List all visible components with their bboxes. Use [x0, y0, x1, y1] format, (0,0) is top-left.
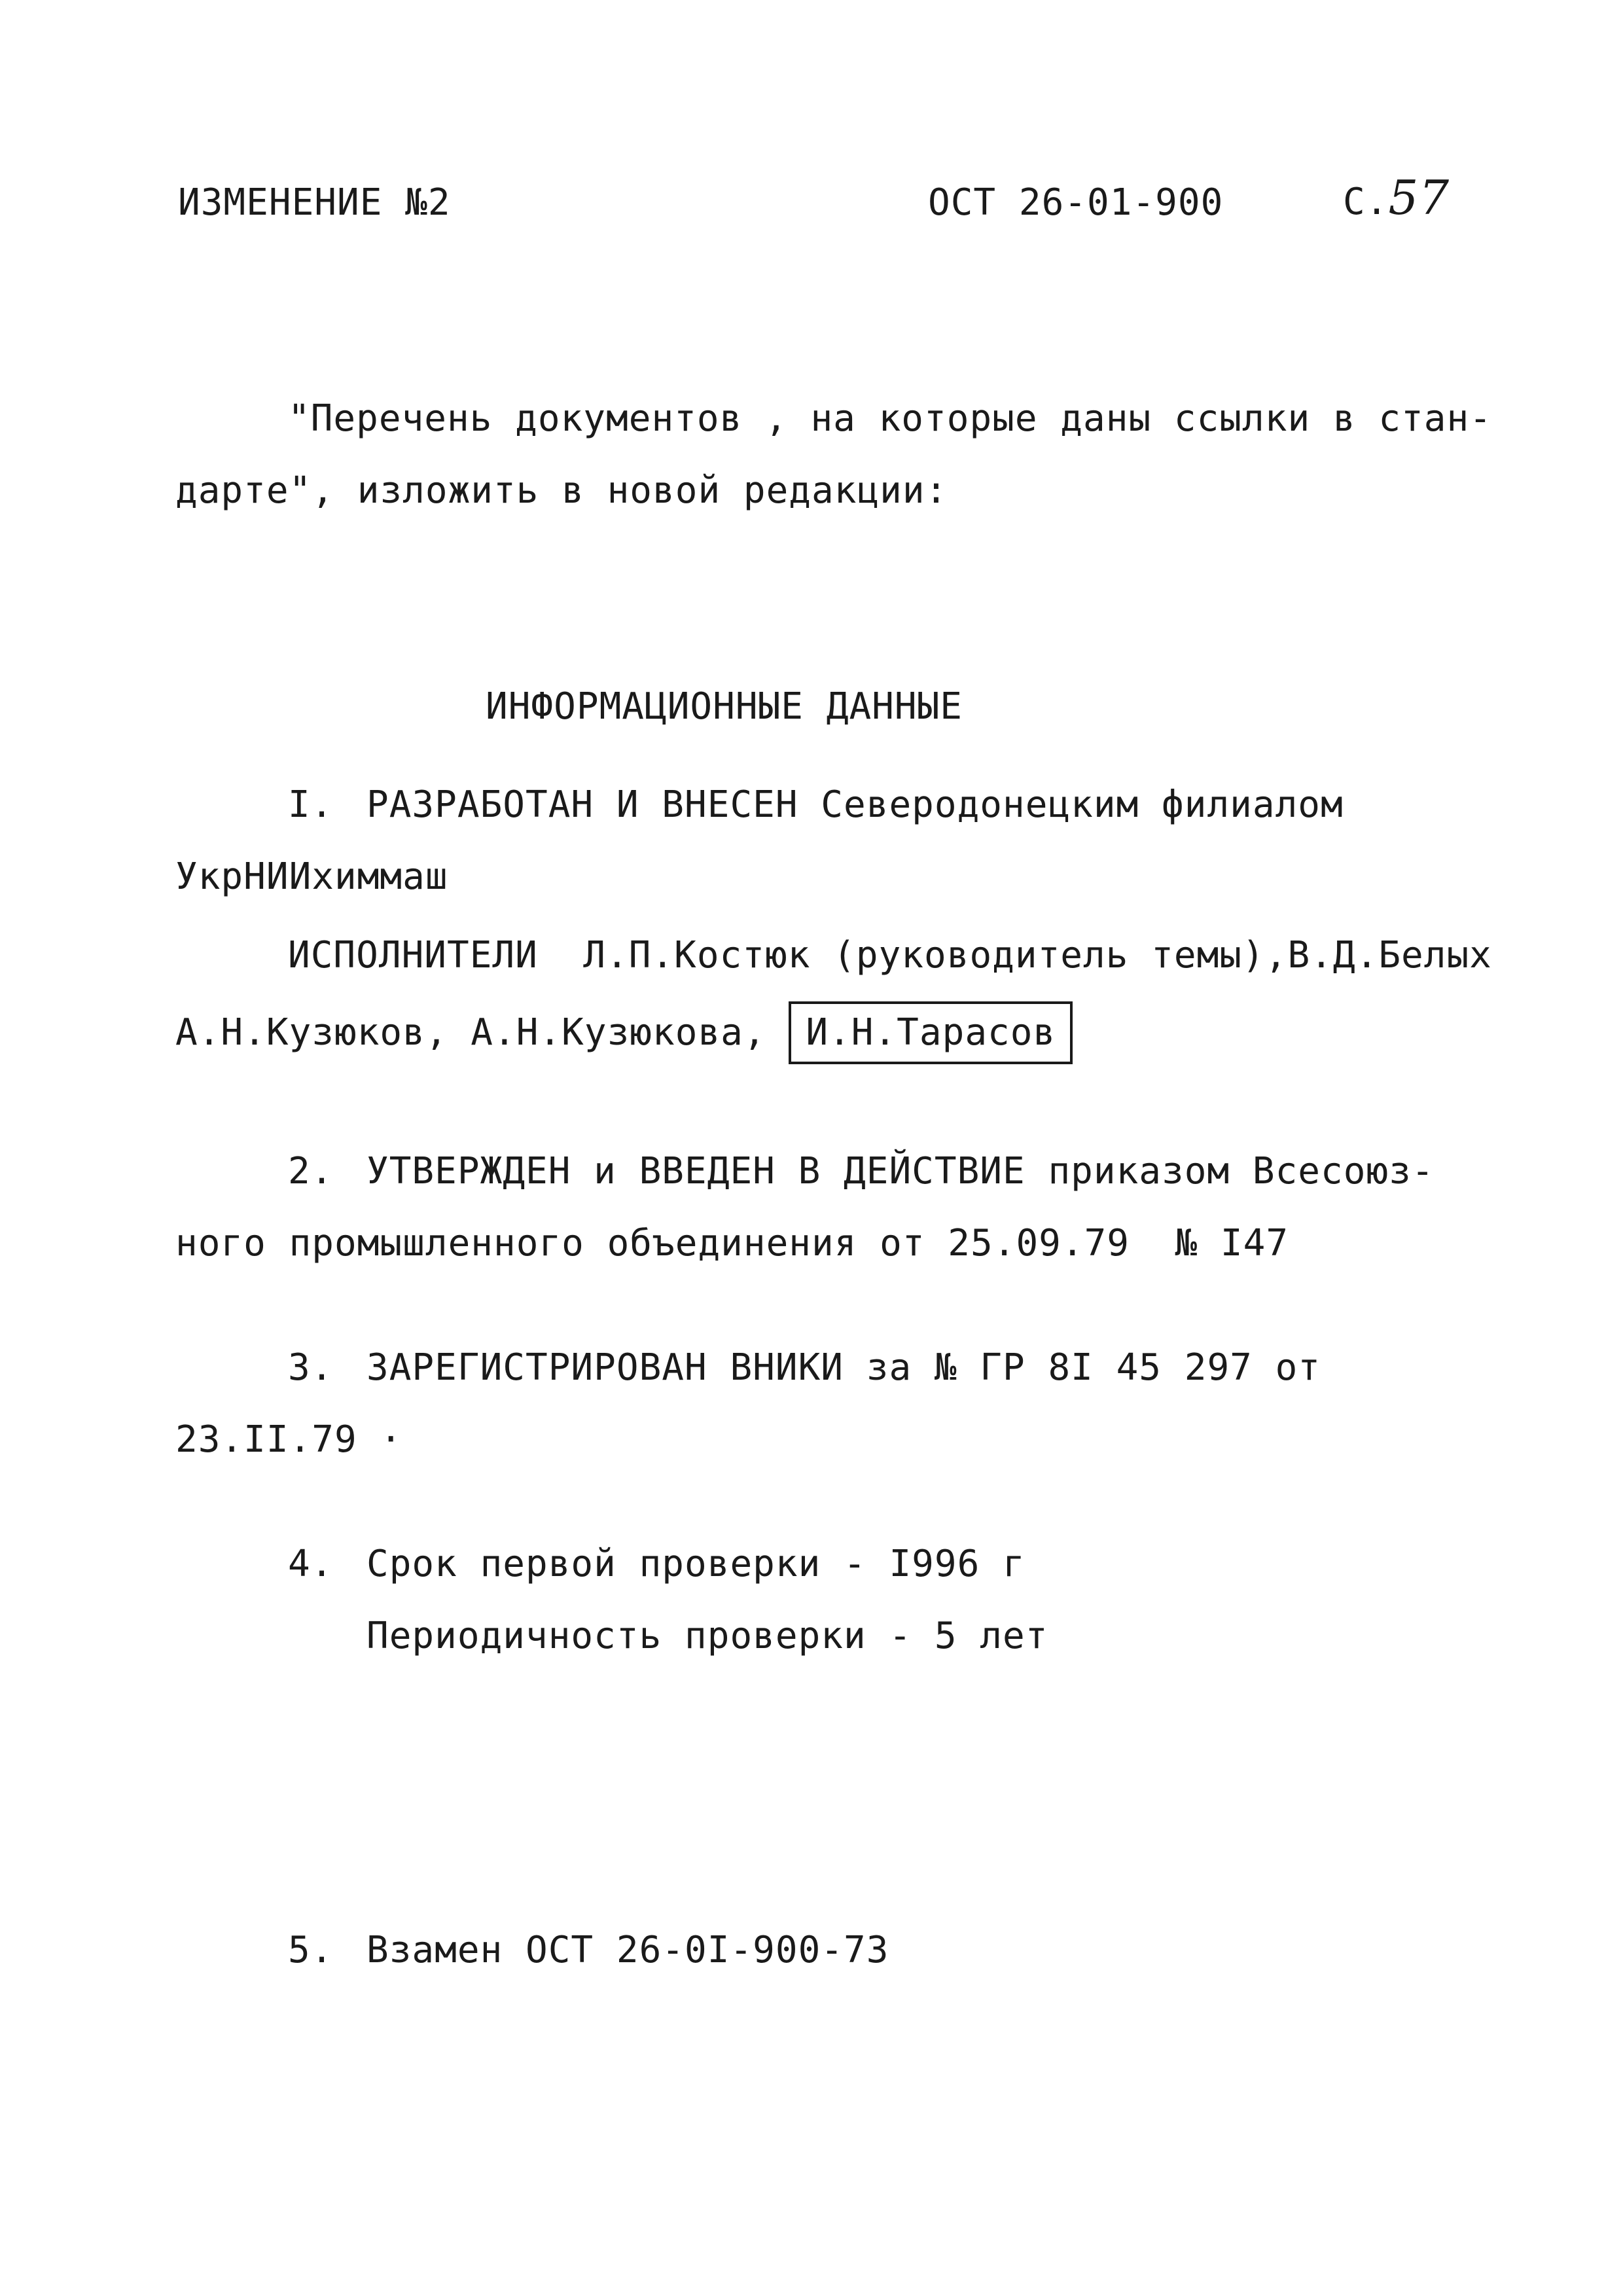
intro-line-2: дарте", изложить в новой редакции:	[175, 469, 948, 512]
item-5-text: Взамен ОСТ 26-0I-900-73	[366, 1929, 889, 1971]
item-5-line-1	[288, 1924, 889, 1977]
page-prefix: С.	[1343, 181, 1389, 223]
page-number	[1343, 171, 1450, 228]
item-5-number: 5.	[288, 1929, 334, 1971]
item-3-line-2: 23.II.79 ·	[175, 1418, 403, 1461]
executors-line-2	[175, 1001, 1073, 1064]
item-1-line-2: УкрНИИхиммаш	[175, 855, 448, 898]
item-4-number: 4.	[288, 1543, 334, 1585]
item-1-line-1	[288, 779, 1344, 831]
item-4-line-2: Периодичность проверки - 5 лет	[366, 1615, 1048, 1657]
item-2-number: 2.	[288, 1150, 334, 1193]
item-2-line-2: ного промышленного объединения от 25.09.79 № I47	[175, 1222, 1289, 1265]
item-3-line-1	[288, 1342, 1321, 1394]
item-1-text: РАЗРАБОТАН И ВНЕСЕН Северодонецким филиалом	[366, 783, 1344, 826]
item-1-number: I.	[288, 783, 334, 826]
item-4-line-1	[288, 1538, 1026, 1590]
change-label: ИЗМЕНЕНИЕ №2	[178, 181, 451, 224]
intro-line-1: "Перечень документов , на которые даны ссылки в стан-	[288, 397, 1492, 440]
item-3-number: 3.	[288, 1346, 334, 1389]
item-3-text: ЗАРЕГИСТРИРОВАН ВНИКИ за № ГР 8I 45 297 от	[366, 1346, 1321, 1389]
page-number-value: 57	[1388, 170, 1450, 225]
standard-code: ОСТ 26-01-900	[928, 181, 1224, 224]
executor-boxed-name: И.Н.Тарасов	[789, 1001, 1073, 1064]
item-4-text: Срок первой проверки - I996 г	[366, 1543, 1026, 1585]
section-title: ИНФОРМАЦИОННЫЕ ДАННЫЕ	[486, 685, 963, 728]
item-2-text: УТВЕРЖДЕН и ВВЕДЕН В ДЕЙСТВИЕ приказом Всесоюз-	[366, 1150, 1435, 1193]
executors-names: А.Н.Кузюков, А.Н.Кузюкова,	[175, 1011, 766, 1054]
executors-line-1: ИСПОЛНИТЕЛИ Л.П.Костюк (руководитель темы),В.Д.Белых	[288, 934, 1492, 977]
item-2-line-1	[288, 1145, 1435, 1198]
